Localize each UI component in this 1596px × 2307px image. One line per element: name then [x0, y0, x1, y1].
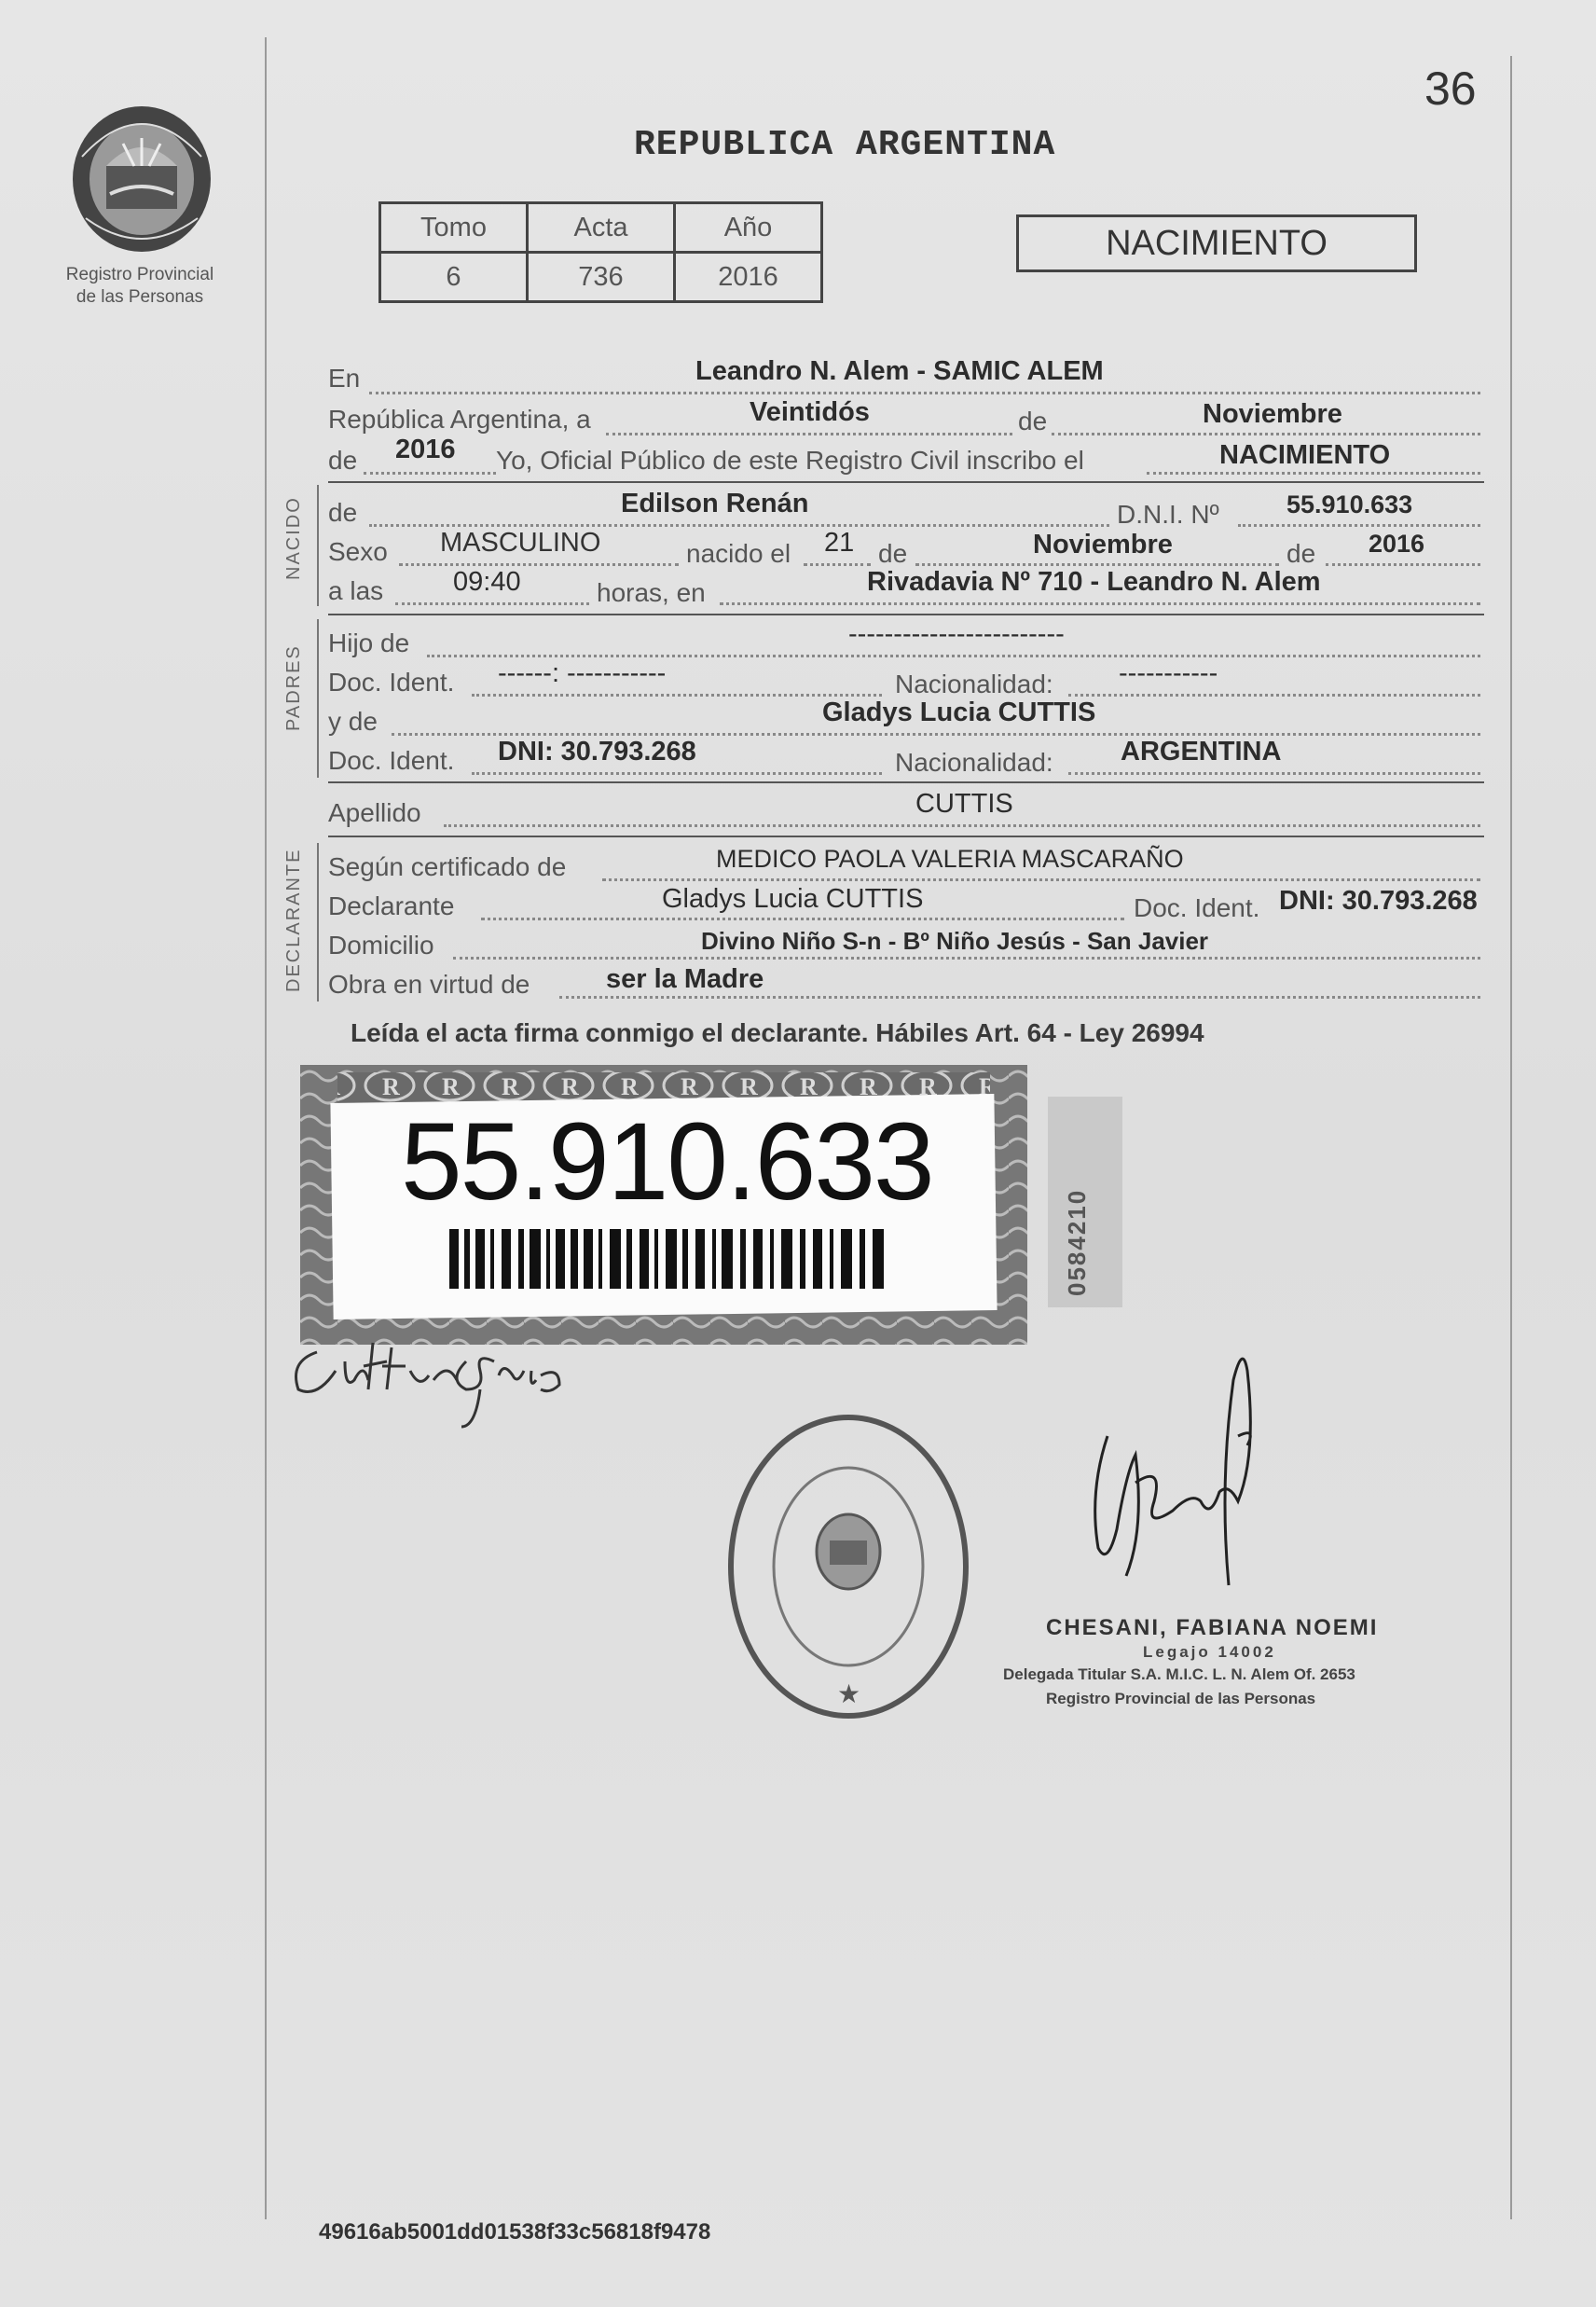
de-label: de: [878, 539, 908, 568]
dotted-line: [427, 655, 1480, 657]
declarante-nombre-value: Gladys Lucia CUTTIS: [662, 884, 924, 914]
dotted-line: [1147, 472, 1480, 475]
inscribe-value: NACIMIENTO: [1219, 440, 1391, 470]
declarante-section-label: DECLARANTE: [283, 848, 304, 992]
dia-texto-value: Veintidós: [750, 397, 870, 427]
de-label: de: [1018, 407, 1048, 435]
svg-text:★: ★: [837, 1679, 861, 1708]
dotted-line: [720, 602, 1480, 605]
mes-value: Noviembre: [1203, 399, 1342, 429]
dotted-line: [1068, 772, 1480, 775]
logo-caption-line1: Registro Provincial: [65, 265, 214, 284]
declarant-signature: [280, 1324, 578, 1436]
dotted-line: [559, 996, 1480, 999]
dotted-line: [369, 392, 1480, 394]
nombre-value: Edilson Renán: [621, 489, 809, 518]
dotted-line: [1326, 563, 1480, 566]
domicilio-value: Divino Niño S-n - Bº Niño Jesús - San Javier: [701, 927, 1209, 955]
nacionalidad-label: Nacionalidad:: [895, 748, 1053, 777]
dotted-line: [395, 602, 589, 605]
dotted-line: [472, 694, 882, 697]
official-legajo: Legajo 14002: [1143, 1643, 1276, 1661]
logo-caption-line2: de las Personas: [76, 287, 204, 307]
padres-section-label: PADRES: [283, 644, 304, 731]
closing-text: Leída el acta firma conmigo el declarante. Hábiles Art. 64 - Ley 26994: [351, 1018, 1204, 1047]
hijo-label: Hijo de: [328, 629, 410, 657]
section-bar: [317, 619, 319, 778]
sticker-dni-number: 55.910.633: [401, 1100, 933, 1223]
dotted-line: [392, 733, 1480, 736]
record-table-cell: 2016: [675, 253, 822, 302]
dotted-line: [364, 472, 496, 475]
madre-doc-value: DNI: 30.793.268: [498, 737, 696, 767]
madre-nac-value: ARGENTINA: [1121, 737, 1282, 767]
nacido-label: nacido el: [686, 539, 791, 568]
domicilio-label: Domicilio: [328, 931, 434, 960]
de-label: de: [328, 498, 358, 527]
section-bar: [317, 485, 319, 606]
logo-caption: [37, 264, 242, 309]
dotted-line: [1052, 433, 1480, 435]
certificado-value: MEDICO PAOLA VALERIA MASCARAÑO: [716, 845, 1184, 873]
record-table-header: Acta: [528, 203, 675, 253]
dotted-line: [804, 563, 871, 566]
official-organismo: Registro Provincial de las Personas: [1046, 1690, 1316, 1707]
left-margin-rule: [265, 37, 267, 2219]
section-divider: [328, 781, 1484, 783]
madre-value: Gladys Lucia CUTTIS: [822, 698, 1096, 727]
official-name: CHESANI, FABIANA NOEMI: [1046, 1615, 1379, 1640]
nacido-section-label: NACIDO: [283, 496, 304, 580]
padre-value: ------------------------: [848, 619, 1065, 649]
apellido-value: CUTTIS: [915, 789, 1013, 819]
dotted-line: [1068, 694, 1480, 697]
header-title: REPUBLICA ARGENTINA: [634, 125, 1056, 165]
doc-label: Doc. Ident.: [328, 668, 455, 697]
mes-value: Noviembre: [1033, 530, 1173, 559]
record-table-cell: 736: [528, 253, 675, 302]
de-label: de: [1286, 539, 1316, 568]
declarante-doc-value: DNI: 30.793.268: [1279, 886, 1478, 916]
record-table-header: Tomo: [380, 203, 528, 253]
anio-value: 2016: [395, 435, 456, 464]
official-cargo: Delegada Titular S.A. M.I.C. L. N. Alem Of. 2653: [1003, 1665, 1355, 1683]
page-number: 36: [1424, 62, 1477, 115]
document-hash: 49616ab5001dd01538f33c56818f9478: [319, 2219, 711, 2245]
dotted-line: [1238, 524, 1480, 527]
en-label: En: [328, 364, 361, 393]
dotted-line: [444, 824, 1480, 827]
dotted-line: [481, 918, 1124, 920]
sexo-label: Sexo: [328, 537, 388, 566]
yde-label: y de: [328, 707, 378, 736]
dia-value: 21: [824, 528, 855, 558]
official-seal: [725, 1412, 971, 1721]
de-label: de: [328, 446, 358, 475]
obra-value: ser la Madre: [606, 964, 764, 994]
sexo-value: MASCULINO: [440, 528, 601, 558]
dotted-line: [602, 878, 1480, 881]
doc-label: Doc. Ident.: [1134, 893, 1260, 922]
oficial-text: Yo, Oficial Público de este Registro Civil inscribo el: [496, 446, 1084, 475]
section-divider: [328, 836, 1484, 837]
dotted-line: [606, 433, 1012, 435]
section-divider: [328, 614, 1484, 615]
lugar-value: Leandro N. Alem - SAMIC ALEM: [695, 356, 1104, 386]
dni-label: D.N.I. Nº: [1117, 500, 1219, 529]
padre-nac-value: -----------: [1119, 658, 1218, 688]
declarante-label: Declarante: [328, 891, 455, 920]
section-divider: [328, 481, 1484, 483]
certificado-label: Según certificado de: [328, 852, 567, 881]
lugar-nacimiento-value: Rivadavia Nº 710 - Leandro N. Alem: [867, 567, 1321, 597]
anio-value: 2016: [1369, 530, 1425, 558]
doc-label: Doc. Ident.: [328, 746, 455, 775]
alas-label: a las: [328, 576, 384, 605]
side-control-code: 0584210: [1063, 1188, 1091, 1296]
official-signature: [1070, 1343, 1294, 1604]
dotted-line: [915, 563, 1279, 566]
barcode: [449, 1229, 887, 1289]
record-table-header: Año: [675, 203, 822, 253]
section-bar: [317, 843, 319, 1002]
republica-label: República Argentina, a: [328, 405, 591, 434]
record-table: [378, 201, 823, 303]
apellido-label: Apellido: [328, 798, 421, 827]
obra-label: Obra en virtud de: [328, 970, 530, 999]
right-margin-rule: [1510, 56, 1512, 2219]
dotted-line: [369, 524, 1109, 527]
dni-value: 55.910.633: [1286, 490, 1413, 518]
dotted-line: [399, 563, 679, 566]
dotted-line: [472, 772, 882, 775]
record-type-box: NACIMIENTO: [1016, 214, 1417, 272]
horas-label: horas, en: [597, 578, 706, 607]
nacionalidad-label: Nacionalidad:: [895, 670, 1053, 698]
hora-value: 09:40: [453, 567, 521, 597]
record-table-header-row: [380, 203, 822, 253]
padre-doc-value: ------: -----------: [498, 658, 667, 688]
dotted-line: [453, 957, 1480, 960]
record-table-value-row: [380, 253, 822, 302]
record-table-cell: 6: [380, 253, 528, 302]
misiones-coat-of-arms-logo: [67, 101, 216, 257]
